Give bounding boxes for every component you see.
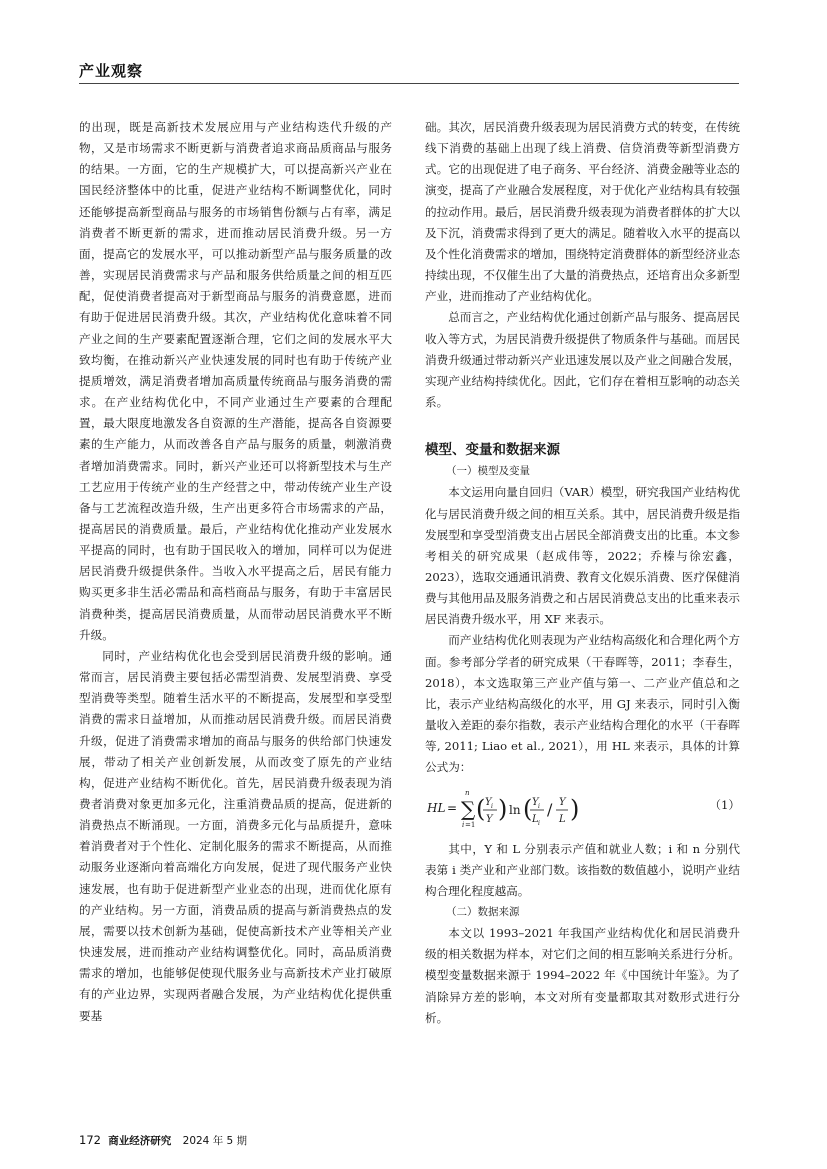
page-footer [79,1133,247,1148]
page-number: 172 [79,1133,101,1147]
svg-text:i: i [538,819,540,827]
svg-text:(: ( [476,794,486,823]
svg-text:n: n [465,788,470,797]
svg-text:(: ( [523,794,533,823]
theil-index-formula [425,781,740,835]
svg-text:ln: ln [509,802,521,817]
body-paragraph: 而产业结构优化则表现为产业结构高级化和合理化两个方面。参考部分学者的研究成果（干春晖等，2011；李春生，2018），本文选取第三产业产值与第一、二产业产值总和之比，表示产业结构高级化的水平，用 GJ 来表示，同时引入衡量收入差距的泰尔指数，表示产业结构合理化的水平（干春晖等, 2011; Liao et al., 2021），用 HL 来表示，具体的计算公式为： [425,633,740,775]
running-header [79,60,739,81]
journal-name: 商业经济研究 [108,1135,172,1147]
svg-text:∑: ∑ [461,796,476,821]
subsection-heading: （一）模型及变量 [446,465,530,478]
header-rule [79,83,739,84]
body-paragraph: 本文以 1993–2021 年我国产业结构优化和居民消费升级的相关数据为样本，对它们之间的相互影响关系进行分析。模型变量数据来源于 1994–2022 年《中国统计年鉴》。为了消除异方差的影响，本文对所有变量都取其对数形式进行分析。 [425,926,740,1025]
svg-text:Y: Y [486,813,493,825]
svg-text:): ) [498,794,508,823]
body-paragraph: 其中，Y 和 L 分别表示产值和就业人数；i 和 n 分别代表第 i 类产业和产业部门数。该指数的数值越小，说明产业结构合理化程度越高。 [425,841,740,898]
svg-text:Y: Y [559,796,566,808]
svg-text:Y: Y [485,796,492,808]
svg-text:): ) [570,794,580,823]
formula-graphic [425,781,645,835]
section-heading: 模型、变量和数据来源 [425,442,560,459]
svg-text:i: i [462,820,465,829]
left-column [79,117,392,1027]
svg-text:=: = [447,800,458,815]
svg-text:=1: =1 [465,820,476,829]
svg-text:HL: HL [427,800,446,815]
svg-text:i: i [538,802,540,810]
body-paragraph: 的出现，既是高新技术发展应用与产业结构迭代升级的产物，又是市场需求不断更新与消费者追求商品质商品与服务的结果。一方面，它的生产规模扩大，可以提高新兴产业在国民经济整体中的比重，促进产业结构不断调整优化，同时还能够提高新型商品与服务的市场销售份额与占有率，满足消费者不断更新的需求，进而推动居民消费升级。另一方面，提高它的发展水平，可以推动新型产品与服务质量的改善，实现居民消费需求与产品和服务供给质量之间的相互匹配，促使消费者提高对于新型商品与服务的消费意愿，进而有助于促进居民消费升级。其次，产业结构优化意味着不同产业之间的生产要素配置逐渐合理，它们之间的发展水平大致均衡，在推动新兴产业快速发展的同时也有助于传统产业提质增效，满足消费者增加高质量传统商品与服务消费的需求。在产业结构优化中，不同产业通过生产要素的合理配置，最大限度地激发各自资源的生产潜能，提高各自资源要素的生产能力，从而改善各自产品与服务的质量，刺激消费者增加消费需求。同时，新兴产业还可以将新型技术与生产工艺应用于传统产业的生产经营之中，带动传统产业生产设备与工艺流程改造升级，生产出更多符合市场需求的产品，提高居民的消费质量。最后，产业结构优化推动产业发展水平提高的同时，也有助于国民收入的增加，同样可以为促进居民消费升级提供条件。当收入水平提高之后，居民有能力购买更多非生活必需品和高档商品与服务，有助于丰富居民消费种类，提高居民消费质量，从而带动居民消费水平不断升级。 [79,120,392,642]
body-paragraph: 本文运用向量自回归（VAR）模型，研究我国产业结构优化与居民消费升级之间的相互关系。其中，居民消费升级是指发展型和享受型消费支出占居民全部消费支出的比重。本文参考相关的研究成果（赵成伟等，2022；乔榛与徐宏鑫，2023），选取交通通讯消费、教育文化娱乐消费、医疗保健消费与其他用品及服务消费之和占居民消费总支出的比重来表示居民消费升级水平，用 XF 来表示。 [425,485,740,627]
body-paragraph: 总而言之，产业结构优化通过创新产品与服务、提高居民收入等方式，为居民消费升级提供了物质条件与基础。而居民消费升级通过带动新兴产业迅速发展以及产业之间融合发展，实现产业结构持续优化。因此，它们存在着相互影响的动态关系。 [425,310,740,410]
issue-label: 2024 年 5 期 [182,1135,248,1147]
svg-text:L: L [532,813,539,825]
formula-number: （1） [709,797,740,812]
right-column [425,117,740,1029]
body-paragraph: 础。其次，居民消费升级表现为居民消费方式的转变，在传统线下消费的基础上出现了线上消费、信贷消费等新型消费方式。它的出现促进了电子商务、平台经济、消费金融等业态的演变，提高了产业融合发展程度，对于优化产业结构具有较强的拉动作用。最后，居民消费升级表现为消费者群体的扩大以及下沉，消费需求得到了更大的满足。随着收入水平的提高以及个性化消费需求的增加，围绕特定消费群体的新型经济业态持续出现，不仅催生出了大量的消费热点，还培育出众多新型产业，进而推动了产业结构优化。 [425,120,740,304]
svg-text:L: L [559,813,566,825]
subsection-heading: （二）数据来源 [446,906,520,918]
section-header-title: 产业观察 [79,62,144,80]
svg-text:i: i [491,802,493,810]
body-paragraph: 同时，产业结构优化也会受到居民消费升级的影响。通常而言，居民消费主要包括必需型消费、发展型消费、享受型消费等类型。随着生活水平的不断提高，发展型和享受型消费的需求日益增加，从而推动居民消费升级。而居民消费升级，促进了消费需求增加的商品与服务的供给部门快速发展，带动了相关产业创新发展，从而改变了原先的产业结构，促进产业结构不断优化。首先，居民消费升级表现为消费者消费对象更加多元化，注重消费品质的提高，促进新的消费热点不断涌现。一方面，消费多元化与品质提升，意味着消费者对于个性化、定制化服务的需求不断提高，从而推动服务业逐渐向着高端化方向发展，促进了现代服务产业快速发展，也有助于促进新型产业业态的出现，进而优化原有的产业结构。另一方面，消费品质的提高与新消费热点的发展，需要以技术创新为基础，促使高新技术产业等相关产业快速发展，进而推动产业结构调整优化。同时，高品质消费需求的增加，也能够促使现代服务业与高新技术产业打破原有的产业边界，实现两者融合发展，为产业结构优化提供重要基 [79,648,392,1023]
svg-text:/: / [547,799,553,819]
svg-text:Y: Y [532,796,539,808]
